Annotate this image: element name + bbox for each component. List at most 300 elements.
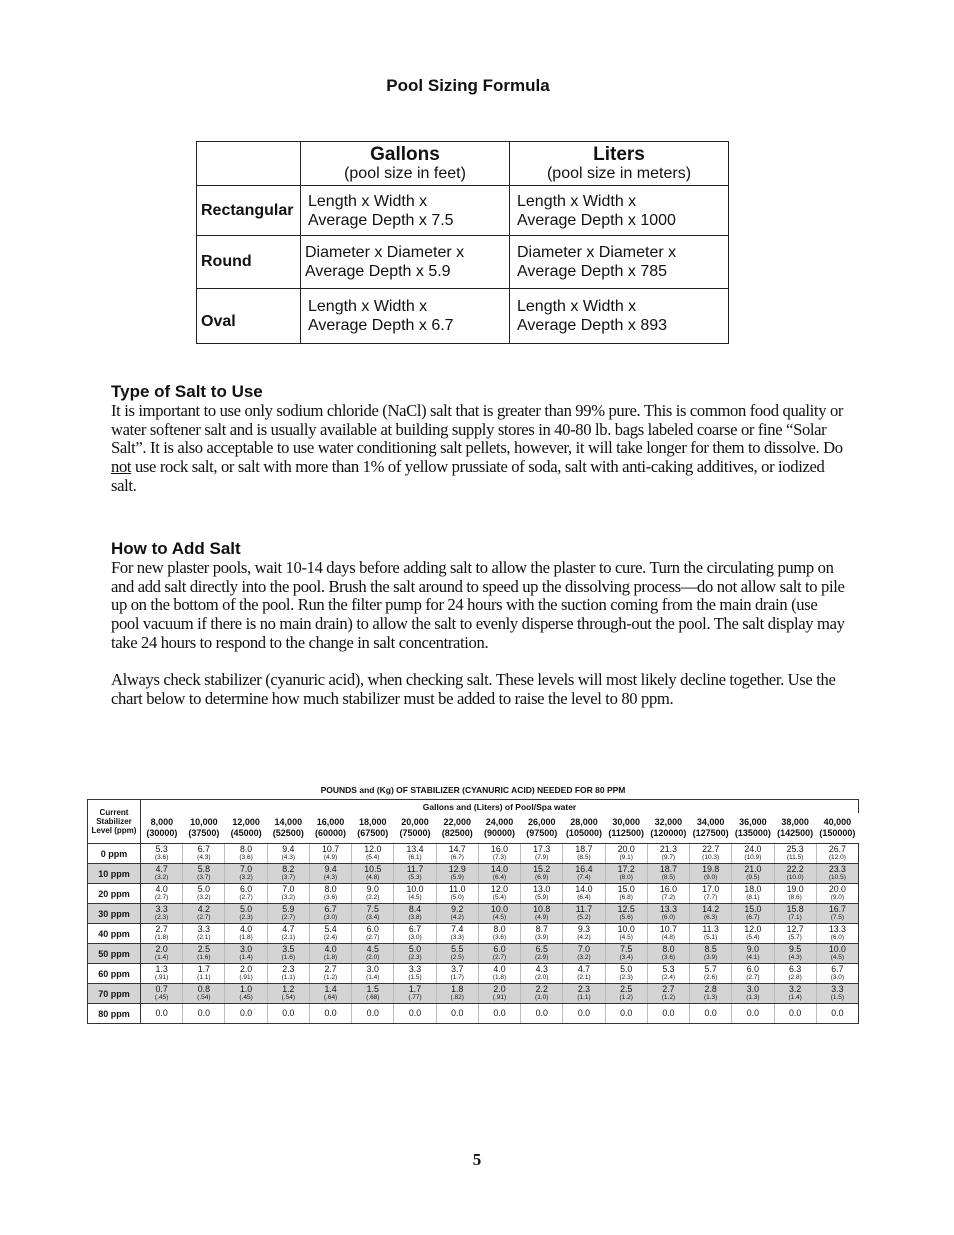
stabilizer-row <box>88 944 859 964</box>
stabilizer-level-label: 0 ppm <box>88 844 141 864</box>
kilograms-value: (1.1) <box>281 974 295 981</box>
pounds-value: 0.0 <box>535 1008 548 1018</box>
pounds-value: 6.7 <box>831 964 844 974</box>
gallons-formula-oval <box>301 289 510 344</box>
formula-line: Average Depth x 6.7 <box>308 317 454 334</box>
stabilizer-level-label: 30 ppm <box>88 904 141 924</box>
kilograms-value: (3.8) <box>408 914 422 921</box>
kilograms-value: (5.9) <box>535 894 549 901</box>
pool-volume-column-header <box>647 813 689 844</box>
stabilizer-cell <box>732 884 774 904</box>
gallons-value: 22,000 <box>443 817 472 827</box>
pounds-value: 12.9 <box>448 864 466 874</box>
stabilizer-cell <box>816 864 858 884</box>
pounds-value: 2.3 <box>577 984 591 994</box>
pounds-value: 0.0 <box>789 1008 802 1018</box>
stabilizer-cell <box>816 904 858 924</box>
pounds-value: 16.7 <box>828 904 846 914</box>
stabilizer-cell <box>816 924 858 944</box>
pounds-value: 18.7 <box>659 864 677 874</box>
pounds-value: 26.7 <box>828 844 846 854</box>
stabilizer-row <box>88 964 859 984</box>
stabilizer-cell <box>225 984 267 1004</box>
kilograms-value: (2.1) <box>197 934 211 941</box>
stabilizer-level-label: 40 ppm <box>88 924 141 944</box>
pounds-value: 10.0 <box>617 924 635 934</box>
stabilizer-cell <box>563 1004 605 1024</box>
kilograms-value: (1.5) <box>830 994 845 1001</box>
pounds-value: 22.7 <box>702 844 720 854</box>
kilograms-value: (.54) <box>281 994 295 1001</box>
kilograms-value: (2.8) <box>788 974 802 981</box>
kilograms-value: (3.2) <box>577 954 591 961</box>
kilograms-value: (3.6) <box>661 954 676 961</box>
kilograms-value: (2.5) <box>450 954 464 961</box>
stabilizer-cell <box>394 864 436 884</box>
kilograms-value: (8.5) <box>577 854 591 861</box>
formula-table-corner <box>197 142 301 186</box>
stabilizer-cell <box>394 884 436 904</box>
liters-value: (127500) <box>692 828 729 838</box>
kilograms-value: (3.0) <box>323 914 338 921</box>
pounds-value: 8.2 <box>282 864 295 874</box>
kilograms-value: (3.6) <box>492 934 507 941</box>
pool-volume-column-header <box>690 813 732 844</box>
stabilizer-cell <box>436 904 478 924</box>
kilograms-value: (5.0) <box>450 894 464 901</box>
pounds-value: 16.0 <box>490 844 509 854</box>
kilograms-value: (5.4) <box>366 854 380 861</box>
pounds-value: 5.0 <box>197 884 210 894</box>
kilograms-value: (4.8) <box>366 874 380 881</box>
stabilizer-cell <box>267 884 309 904</box>
kilograms-value: (7.4) <box>577 874 591 881</box>
pounds-value: 1.3 <box>155 964 168 974</box>
kilograms-value: (2.2) <box>366 894 380 901</box>
pounds-value: 14.2 <box>702 904 720 914</box>
pounds-value: 12.5 <box>617 904 635 914</box>
pounds-value: 0.0 <box>493 1008 506 1018</box>
pounds-value: 9.0 <box>366 884 379 894</box>
kilograms-value: (2.1) <box>577 974 591 981</box>
pounds-value: 21.0 <box>744 864 762 874</box>
pounds-value: 2.2 <box>535 984 548 994</box>
kilograms-value: (3.2) <box>281 894 295 901</box>
gallons-header <box>301 142 510 186</box>
pounds-value: 12.7 <box>786 924 804 934</box>
gallons-header-subtitle: (pool size in feet) <box>344 164 466 182</box>
liters-value: (112500) <box>608 828 644 838</box>
kilograms-value: (2.7) <box>154 894 169 901</box>
pounds-value: 5.3 <box>155 844 168 854</box>
stabilizer-cell <box>605 944 647 964</box>
kilograms-value: (1.1) <box>197 974 211 981</box>
stabilizer-cell <box>521 864 563 884</box>
pounds-value: 4.0 <box>324 944 337 954</box>
pool-volume-column-header <box>732 813 774 844</box>
kilograms-value: (1.4) <box>788 994 802 1001</box>
pounds-value: 4.7 <box>155 864 168 874</box>
stabilizer-cell <box>732 844 774 864</box>
stabilizer-cell <box>436 924 478 944</box>
kilograms-value: (3.2) <box>154 874 169 881</box>
kilograms-value: (1.2) <box>661 994 676 1001</box>
stabilizer-cell <box>774 864 816 884</box>
kilograms-value: (8.5) <box>661 874 676 881</box>
pounds-value: 14.0 <box>575 884 593 894</box>
pool-volume-column-header <box>774 813 816 844</box>
gallons-value: 8,000 <box>150 817 174 827</box>
stabilizer-cell <box>141 984 183 1004</box>
pounds-value: 5.5 <box>451 944 464 954</box>
kilograms-value: (4.5) <box>619 934 633 941</box>
stabilizer-level-label: 50 ppm <box>88 944 141 964</box>
pounds-value: 5.0 <box>620 964 633 974</box>
stabilizer-cell <box>309 884 351 904</box>
pounds-value: 3.0 <box>746 984 760 994</box>
pool-volume-column-header <box>183 813 225 844</box>
kilograms-value: (1.6) <box>281 954 295 961</box>
stabilizer-cell <box>225 904 267 924</box>
kilograms-value: (2.0) <box>535 974 549 981</box>
pounds-value: 7.0 <box>239 864 253 874</box>
pounds-value: 0.0 <box>324 1008 337 1018</box>
row-label-round: Round <box>197 236 301 289</box>
kilograms-value: (5.4) <box>492 894 507 901</box>
gallons-value: 28,000 <box>570 817 598 827</box>
pounds-value: 0.0 <box>620 1008 633 1018</box>
pool-volume-column-header <box>521 813 563 844</box>
kilograms-value: (1.0) <box>535 994 549 1001</box>
stabilizer-cell <box>183 884 225 904</box>
kilograms-value: (5.6) <box>619 914 633 921</box>
kilograms-value: (7.5) <box>830 914 845 921</box>
pounds-value: 10.8 <box>533 904 551 914</box>
add-salt-heading: How to Add Salt <box>111 539 241 558</box>
stabilizer-cell <box>141 964 183 984</box>
kilograms-value: (5.4) <box>746 934 760 941</box>
stabilizer-cell <box>521 904 563 924</box>
kilograms-value: (.91) <box>239 974 253 981</box>
stabilizer-cell <box>394 924 436 944</box>
liters-header <box>510 142 729 186</box>
stabilizer-cell <box>605 884 647 904</box>
pounds-value: 0.0 <box>831 1008 844 1018</box>
stabilizer-cell <box>267 944 309 964</box>
kilograms-value: (4.8) <box>661 934 676 941</box>
formula-line: Diameter x Diameter x <box>517 244 677 261</box>
stabilizer-cell <box>183 964 225 984</box>
stabilizer-cell <box>690 924 732 944</box>
stabilizer-cell <box>774 964 816 984</box>
pounds-value: 13.3 <box>659 904 677 914</box>
kilograms-value: (6.3) <box>703 914 718 921</box>
stabilizer-cell <box>647 864 689 884</box>
stabilizer-cell <box>225 884 267 904</box>
kilograms-value: (7.1) <box>788 914 802 921</box>
pounds-value: 6.5 <box>535 944 548 954</box>
pounds-value: 3.7 <box>451 964 464 974</box>
salt-type-text-end: use rock salt, or salt with more than 1% of yellow prussiate of soda, salt with anti-caking additives, or iodized salt. <box>111 457 825 495</box>
pounds-value: 7.0 <box>577 944 591 954</box>
stabilizer-cell <box>141 1004 183 1024</box>
stabilizer-cell <box>732 1004 774 1024</box>
pounds-value: 5.7 <box>704 964 717 974</box>
kilograms-value: (3.6) <box>239 854 253 861</box>
pounds-value: 7.5 <box>366 904 379 914</box>
kilograms-value: (4.3) <box>281 854 295 861</box>
liters-value: (120000) <box>650 828 687 838</box>
pounds-value: 7.5 <box>620 944 633 954</box>
pounds-value: 15.0 <box>617 884 635 894</box>
formula-line: Average Depth x 5.9 <box>305 263 451 280</box>
stabilizer-level-label: 80 ppm <box>88 1004 141 1024</box>
pounds-value: 4.2 <box>197 904 210 914</box>
formula-row-rectangular <box>197 186 729 236</box>
kilograms-value: (2.7) <box>746 974 760 981</box>
stabilizer-cell <box>141 864 183 884</box>
stabilizer-cell <box>352 904 394 924</box>
kilograms-value: (6.7) <box>450 854 464 861</box>
liters-value: (52500) <box>272 828 304 838</box>
level-header-line: Level (ppm) <box>91 826 137 835</box>
kilograms-value: (8.6) <box>788 894 802 901</box>
stabilizer-cell <box>816 944 858 964</box>
stabilizer-cell <box>141 844 183 864</box>
pounds-value: 3.3 <box>408 964 422 974</box>
liters-value: (75000) <box>399 828 431 838</box>
stabilizer-level-label: 60 ppm <box>88 964 141 984</box>
kilograms-value: (2.4) <box>661 974 676 981</box>
kilograms-value: (9.0) <box>830 894 845 901</box>
stabilizer-cell <box>647 984 689 1004</box>
gallons-value: 36,000 <box>739 817 767 827</box>
stabilizer-cell <box>563 864 605 884</box>
kilograms-value: (2.7) <box>492 954 507 961</box>
pounds-value: 0.0 <box>239 1008 253 1018</box>
stabilizer-cell <box>352 944 394 964</box>
stabilizer-cell <box>774 944 816 964</box>
stabilizer-cell <box>816 1004 858 1024</box>
kilograms-value: (4.2) <box>577 934 591 941</box>
kilograms-value: (5.9) <box>450 874 464 881</box>
stabilizer-cell <box>183 904 225 924</box>
pounds-value: 1.5 <box>366 984 379 994</box>
kilograms-value: (.91) <box>492 994 507 1001</box>
stabilizer-cell <box>605 964 647 984</box>
stabilizer-cell <box>183 864 225 884</box>
pounds-value: 6.0 <box>366 924 379 934</box>
formula-line: Length x Width x <box>308 298 428 315</box>
stabilizer-cell <box>774 984 816 1004</box>
stabilizer-cell <box>774 884 816 904</box>
kilograms-value: (3.4) <box>366 914 380 921</box>
stabilizer-cell <box>563 984 605 1004</box>
kilograms-value: (.77) <box>408 994 422 1001</box>
stabilizer-cell <box>605 864 647 884</box>
kilograms-value: (2.0) <box>366 954 380 961</box>
stabilizer-table <box>87 799 859 1024</box>
stabilizer-cell <box>394 904 436 924</box>
stabilizer-cell <box>732 964 774 984</box>
formula-row-oval <box>197 289 729 344</box>
kilograms-value: (5.7) <box>788 934 802 941</box>
stabilizer-cell <box>521 984 563 1004</box>
liters-value: (142500) <box>777 828 814 838</box>
stabilizer-row <box>88 904 859 924</box>
pounds-value: 2.7 <box>662 984 675 994</box>
pounds-value: 2.5 <box>197 944 210 954</box>
pounds-value: 12.0 <box>490 884 509 894</box>
formula-line: Length x Width x <box>517 192 637 210</box>
stabilizer-cell <box>309 944 351 964</box>
stabilizer-cell <box>690 1004 732 1024</box>
gallons-value: 18,000 <box>359 817 387 827</box>
level-header-line: Current <box>99 808 129 817</box>
kilograms-value: (6.4) <box>492 874 507 881</box>
pounds-value: 8.0 <box>493 924 506 934</box>
stabilizer-cell <box>563 904 605 924</box>
pounds-value: 14.0 <box>490 864 509 874</box>
stabilizer-cell <box>563 924 605 944</box>
kilograms-value: (4.3) <box>197 854 211 861</box>
pool-volume-column-header <box>394 813 436 844</box>
pool-volume-column-header <box>309 813 351 844</box>
stabilizer-cell <box>774 1004 816 1024</box>
pounds-value: 13.4 <box>406 844 424 854</box>
pounds-value: 8.0 <box>324 884 337 894</box>
stabilizer-cell <box>774 844 816 864</box>
kilograms-value: (6.1) <box>408 854 422 861</box>
kilograms-value: (.82) <box>450 994 464 1001</box>
kilograms-value: (1.1) <box>577 994 591 1001</box>
stabilizer-cell <box>309 1004 351 1024</box>
pounds-value: 1.7 <box>408 984 422 994</box>
stabilizer-level-header <box>88 800 141 844</box>
pounds-value: 6.0 <box>493 944 506 954</box>
salt-type-text-start: It is important to use only sodium chloride (NaCl) salt that is greater than 99% pure. This is common food quality or water softener salt and is usually available at building supply stores in 40-80 lb. bags labeled coarse or fine “Solar Salt”. It is also acceptable to use water conditioning salt pellets, however, it will take longer for them to dissolve. Do <box>111 401 844 458</box>
pounds-value: 21.3 <box>659 844 677 854</box>
stabilizer-cell <box>816 964 858 984</box>
stabilizer-cell <box>521 1004 563 1024</box>
stabilizer-cell <box>183 924 225 944</box>
pool-volume-column-header <box>816 813 858 844</box>
level-header-line: Stabilizer <box>96 817 132 826</box>
formula-line: Average Depth x 893 <box>517 317 668 334</box>
kilograms-value: (7.9) <box>535 854 549 861</box>
pool-volume-group-header: Gallons and (Liters) of Pool/Spa water <box>141 800 859 814</box>
kilograms-value: (5.1) <box>703 934 718 941</box>
kilograms-value: (1.7) <box>450 974 464 981</box>
pounds-value: 10.0 <box>490 904 509 914</box>
liters-value: (150000) <box>819 828 856 838</box>
stabilizer-cell <box>309 964 351 984</box>
stabilizer-cell <box>732 984 774 1004</box>
stabilizer-level-label: 70 ppm <box>88 984 141 1004</box>
pounds-value: 17.0 <box>702 884 720 894</box>
pounds-value: 0.0 <box>704 1008 717 1018</box>
kilograms-value: (4.5) <box>408 894 422 901</box>
pool-volume-header-row <box>88 813 859 844</box>
salt-type-paragraph <box>111 402 846 496</box>
kilograms-value: (4.3) <box>323 874 338 881</box>
kilograms-value: (10.0) <box>786 874 804 881</box>
stabilizer-cell <box>141 904 183 924</box>
formula-line: Length x Width x <box>517 298 637 315</box>
stabilizer-chart-title: POUNDS and (Kg) OF STABILIZER (CYANURIC ACID) NEEDED FOR 80 PPM <box>320 785 626 795</box>
pounds-value: 17.2 <box>617 864 635 874</box>
stabilizer-cell <box>647 1004 689 1024</box>
kilograms-value: (3.9) <box>535 934 549 941</box>
stabilizer-cell <box>647 844 689 864</box>
stabilizer-cell <box>774 904 816 924</box>
pounds-value: 2.0 <box>493 984 506 994</box>
stabilizer-cell <box>436 964 478 984</box>
pounds-value: 20.0 <box>828 884 846 894</box>
kilograms-value: (.45) <box>154 994 169 1001</box>
stabilizer-cell <box>732 864 774 884</box>
stabilizer-cell <box>267 984 309 1004</box>
stabilizer-cell <box>183 984 225 1004</box>
kilograms-value: (3.6) <box>323 894 338 901</box>
pounds-value: 0.0 <box>155 1008 168 1018</box>
pounds-value: 0.0 <box>197 1008 210 1018</box>
stabilizer-cell <box>690 844 732 864</box>
liters-value: (67500) <box>357 828 389 838</box>
pounds-value: 0.0 <box>662 1008 675 1018</box>
kilograms-value: (7.7) <box>703 894 718 901</box>
pounds-value: 13.3 <box>828 924 846 934</box>
stabilizer-cell <box>690 904 732 924</box>
kilograms-value: (7.2) <box>661 894 676 901</box>
pounds-value: 10.7 <box>659 924 677 934</box>
stabilizer-cell <box>352 884 394 904</box>
liters-value: (82500) <box>441 828 473 838</box>
pounds-value: 3.0 <box>366 964 379 974</box>
stabilizer-cell <box>394 964 436 984</box>
kilograms-value: (2.6) <box>703 974 718 981</box>
stabilizer-cell <box>521 924 563 944</box>
pounds-value: 2.0 <box>155 944 168 954</box>
stabilizer-cell <box>394 944 436 964</box>
pounds-value: 15.2 <box>533 864 551 874</box>
salt-type-heading: Type of Salt to Use <box>111 382 263 401</box>
pounds-value: 3.5 <box>282 944 295 954</box>
pounds-value: 9.5 <box>789 944 802 954</box>
pounds-value: 10.7 <box>321 844 340 854</box>
pounds-value: 7.0 <box>282 884 295 894</box>
page-number: 5 <box>472 1150 482 1169</box>
gallons-value: 24,000 <box>485 817 514 827</box>
stabilizer-cell <box>183 944 225 964</box>
salt-type-emphasis: not <box>111 457 132 477</box>
pounds-value: 4.0 <box>155 884 168 894</box>
row-label-rectangular: Rectangular <box>197 186 301 236</box>
stabilizer-cell <box>478 844 520 864</box>
kilograms-value: (2.3) <box>408 954 422 961</box>
pounds-value: 0.0 <box>746 1008 760 1018</box>
stabilizer-cell <box>816 984 858 1004</box>
stabilizer-cell <box>521 944 563 964</box>
pounds-value: 11.7 <box>575 904 593 914</box>
gallons-value: 26,000 <box>527 817 556 827</box>
pounds-value: 6.7 <box>324 904 337 914</box>
kilograms-value: (6.9) <box>535 874 549 881</box>
stabilizer-cell <box>436 1004 478 1024</box>
kilograms-value: (2.1) <box>281 934 295 941</box>
kilograms-value: (2.4) <box>323 934 338 941</box>
pounds-value: 0.7 <box>155 984 168 994</box>
